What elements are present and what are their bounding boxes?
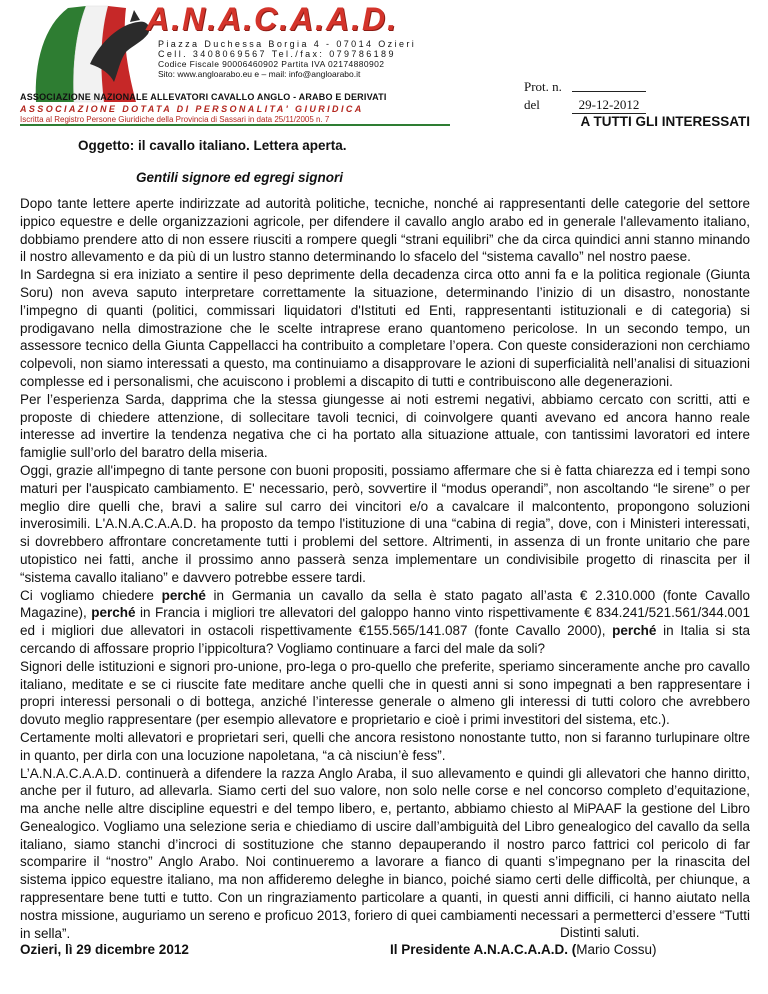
header-divider bbox=[20, 124, 450, 126]
signature-name: Mario Cossu) bbox=[576, 942, 657, 957]
emphasis: perché bbox=[612, 623, 657, 639]
paragraph: Oggi, grazie all'impegno di tante persone con buoni propositi, possiamo affermare che si è fatta chiarezza ed i tempi sono maturi per l'auspicato cambiamento. E' necessario, però, sovvertire il “modus operandi”, non ascoltando “le sirene” o per meglio dire quelli che, bravi a salire sul carro dei vincitori e/o a cavalcare il malcontento, propongono soluzioni inverosimili. L'A.N.A.C.A.A.D. ha proposto da tempo l'istituzione di una “cabina di regia”, dove, con i Ministeri interessati, si dovrebbero affrontare concretamente tutti i problemi del settore. Altrimenti, in assenza di un fronte unitario che pare utopistico nei fatti, anche il prossimo anno passerà senza implementare un condivisibile progetto di rinascita per il “sistema cavallo italiano” e davvero potrebbe essere tardi. bbox=[20, 462, 750, 585]
letter-body bbox=[20, 195, 750, 942]
paragraph: L’A.N.A.C.A.A.D. continuerà a difendere la razza Anglo Araba, il suo allevamento e quindi gli allevatori che hanno diritto, anche per il futuro, ad allevarla. Siamo certi del suo valore, non solo nelle corse e nel concorso completo d’equitazione, ma anche nelle altre discipline equestri e del tempo libero, e, pertanto, abbiamo chiesto al MiPAAF la gestione del Libro Genealogico. Vogliamo una selezione seria e chiediamo di uscire dall’ambiguità del Libro genealogico del cavallo da sella italiano, siamo stanchi d’incroci di sostituzione che stanno depauperando il nostro parco fattrici col pericolo di far scomparire il “nostro” Anglo Arabo. Noi continueremo a lavorare a fianco di quanti s’impegnano per la rinascita del sistema ippico equestre italiano, ma non affideremo deleghe in bianco, poiché siamo certi delle difficoltà, per chiunque, a rappresentare bene tutti e tutto. Con un ringraziamento particolare a quanti, in questi anni difficili, ci hanno aiutato nella nostra missione, auguriamo un sereno e proficuo 2013, foriero di quei cambiamenti necessari a permetterci d’essere “Tutti in sella”. bbox=[20, 765, 750, 941]
text-run: Ci vogliamo chiedere bbox=[20, 587, 162, 603]
address-line: Piazza Duchessa Borgia 4 - 07014 Ozieri bbox=[158, 39, 417, 49]
association-status: ASSOCIAZIONE DOTATA DI PERSONALITA' GIURIDICA bbox=[20, 104, 364, 114]
paragraph: In Sardegna si era iniziato a sentire il peso deprimente della decadenza circa otto anni fa e la politica regionale (Giunta Soru) non aveva saputo interpretare correttamente la situazione, determinando l’inizio di un disastro, nonostante l’impegno di quanti (politici, commissari liquidatori d'Istituti ed Enti, rappresentanti istituzionali e di categoria) si prodigavano nella dimostrazione che le scelte intraprese erano quantomeno pericolose. In un secondo tempo, un assessore tecnico della Giunta Cappellacci ha contribuito a completare l’opera. Con queste considerazioni non cerchiamo colpevoli, non siamo interessati a questo, ma continuiamo a disapprovare le azioni di superficialità nell’analisi di situazioni complesse ed i personalismi, che acuiscono i problemi a discapito di tutti e contribuiscono alle degenerazioni. bbox=[20, 267, 750, 389]
brand-title: A.N.A.C.A.A.D. bbox=[146, 1, 398, 37]
text-run: in Germania un cavallo da sella è stato pagato all’asta € 2.310.000 (fonte Cavallo Magazine), bbox=[20, 587, 751, 621]
association-name: ASSOCIAZIONE NAZIONALE ALLEVATORI CAVALLO ANGLO - ARABO E DERIVATI bbox=[20, 92, 387, 102]
emphasis: perché bbox=[161, 587, 206, 603]
closing-regards: Distinti saluti. bbox=[560, 925, 640, 940]
registration-note: Iscritta al Registro Persone Giuridiche della Provincia di Sassari in data 25/11/2005 n. 7 bbox=[20, 115, 330, 124]
paragraph: Certamente molti allevatori e proprietari seri, quelli che ancora resistono nonostante tutto, non si faranno turlupinare oltre in quanto, per dirla con una locuzione napoletana, “a cà nisciun’è fess”. bbox=[20, 729, 750, 763]
text-run: in Italia si sta cercando di affossare proprio l’ippicoltura? Vogliamo continuare a farci del male da soli? bbox=[20, 623, 750, 656]
paragraph: Dopo tante lettere aperte indirizzate ad autorità politiche, tecniche, nonché ai rappresentanti delle categorie del settore ippico equestre e delle organizzazioni agricole, per difendere il cavallo anglo arabo ed in generale l'allevamento italiano, dobbiamo prendere atto di non essere riusciti a rompere quegli “strani equilibri” che da circa quindici anni stanno minando il nostro allevamento e da più di un lustro stanno determinando lo sfacelo del “sistema cavallo” nel nostro paese. bbox=[20, 196, 750, 265]
signature-title: Il Presidente A.N.A.C.A.A.D. ( bbox=[390, 942, 577, 957]
paragraph: Per l’esperienza Sarda, dapprima che la stessa giungesse ai noti estremi negativi, abbiamo cercato con scritti, atti e proposte di chiedere attenzione, di sollecitare tavoli tecnici, di coinvolgere quanti avevano ed ancora hanno reale interesse ad invertire la tendenza negativa che ci ha portato alla situazione attuale, con tantissimi lavoratori ed intere famiglie sull’orlo del baratro della miseria. bbox=[20, 391, 750, 461]
protocol-field-line bbox=[572, 91, 646, 92]
paragraph: Signori delle istituzioni e signori pro-unione, pro-lega o pro-quello che preferite, speriamo sinceramente anche pro cavallo italiano, meditate e se ci riuscite fate meditare anche quelli che in questi anni si sono impegnati a ben rappresentare i propri interessi personali o di bottega, anziché l’interesse generale o almeno gli interessi di tutti coloro che avrebbero dovuto meglio rappresentare (per esempio allevatore e proprietario e cioè i primi investitori del sistema, etc.). bbox=[20, 658, 750, 728]
emphasis: perché bbox=[91, 605, 136, 621]
date-value: 29-12-2012 bbox=[578, 97, 640, 112]
web-line: Sito: www.angloarabo.eu e – mail: info@angloarabo.it bbox=[158, 69, 361, 79]
salutation: Gentili signore ed egregi signori bbox=[136, 170, 344, 185]
paragraph bbox=[20, 587, 750, 658]
fiscal-line: Codice Fiscale 90006460902 Partita IVA 02174880902 bbox=[158, 59, 385, 69]
phone-line: Cell. 3408069567 Tel./fax: 079786189 bbox=[158, 49, 396, 59]
text-run: in Francia i migliori tre allevatori del galoppo hanno vinto rispettivamente € 834.241/521.561/344.001 ed i migliori due allevatori in ostacoli rispettivamente €155.565/141.087 (fonte Cavallo 2000), bbox=[20, 605, 750, 639]
protocol-label: Prot. n. bbox=[524, 79, 562, 94]
subject-line: Oggetto: il cavallo italiano. Lettera aperta. bbox=[78, 138, 347, 153]
signature bbox=[390, 942, 657, 957]
date-label: del bbox=[524, 97, 540, 112]
recipient: A TUTTI GLI INTERESSATI bbox=[580, 114, 750, 129]
place-date: Ozieri, lì 29 dicembre 2012 bbox=[20, 942, 189, 957]
